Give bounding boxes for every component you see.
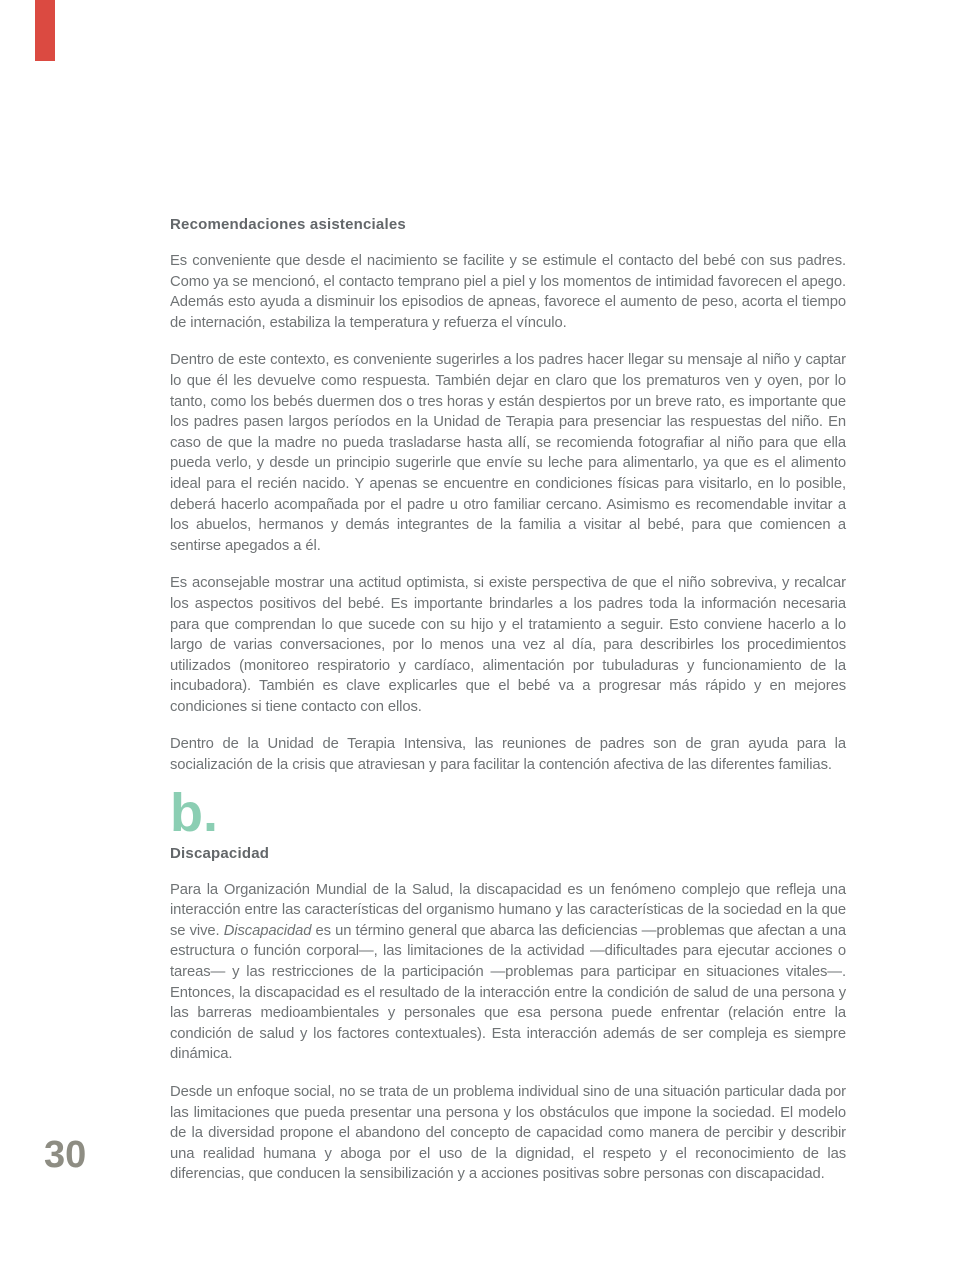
paragraph-discapacidad-2: Desde un enfoque social, no se trata de un problema individual sino de una situación particular dada por las limitaciones que pueda presentar una persona y los obstáculos que impone la sociedad. El modelo de la diversidad propone el abandono del concepto de capacidad como manera de percibir y describir una realidad humana y aboga por el uso de la dignidad, el respeto y el reconocimiento de las diferencias, que conducen la sensibilización y a acciones positivas sobre personas con discapacidad. — [170, 1084, 846, 1183]
paragraph-recomendaciones-3: Es aconsejable mostrar una actitud optimista, si existe perspectiva de que el niño sobreviva, y recalcar los aspectos positivos del bebé. Es importante brindarles a los padres toda la información necesaria para que comprendan lo que sucede con su hijo y el tratamiento a seguir. Esto conviene hacerlo a lo largo de varias conversaciones, por lo menos una vez al día, para describirles los procedimientos utilizados (monitoreo respiratorio y cardíaco, alimentación por tubuladuras y funcionamiento de la incubadora). También es clave explicarles que el bebé va a progresar más rápido y en mejores condiciones si tiene contacto con ellos. — [170, 575, 846, 715]
page-number: 30 — [44, 1134, 87, 1176]
paragraph-text-after-term: es un término general que abarca las deficiencias —problemas que afectan a una estructura o función corporal—, las limitaciones de la actividad —dificultades para ejecutar acciones o tareas— y las restricciones de la participación —problemas para participar en situaciones vitales—. Entonces, la discapacidad es el resultado de la interacción entre la condición de salud de una persona y las barreras medioambientales y personales que esa persona puede enfrentar (relación entre la condición de salud y los factores contextuales). Esta interacción además de ser compleja es siempre dinámica. — [170, 922, 846, 1063]
paragraph-recomendaciones-2: Dentro de este contexto, es conveniente sugerirles a los padres hacer llegar su mensaje al niño y captar lo que él les devuelve como respuesta. También dejar en claro que los prematuros ven y oyen, por lo tanto, como los bebés duermen dos o tres horas y están despiertos por un breve rato, es importante que los padres pasen largos períodos en la Unidad de Terapia para presenciar las respuestas del niño. En caso de que la madre no pueda trasladarse hasta allí, se recomienda fotografiar al niño para que ella pueda verlo, y desde un principio sugerirle que envíe su leche para alimentarlo, ya que es el alimento ideal para el recién nacido. Y apenas se encuentre en condiciones físicas para visitarlo, en lo posible, deberá hacerlo acompañada por el padre u otro familiar cercano. Asimismo es recomendable invitar a los abuelos, hermanos y demás integrantes de la familia a visitar al bebé, para que comiencen a sentirse apegados a él. — [170, 352, 846, 554]
page-content — [170, 216, 846, 1185]
paragraph-recomendaciones-4: Dentro de la Unidad de Terapia Intensiva, las reuniones de padres son de gran ayuda para la socialización de la crisis que atraviesan y para facilitar la contención afectiva de las diferentes familias. — [170, 736, 846, 774]
italic-term-discapacidad: Discapacidad — [223, 922, 312, 939]
paragraph-recomendaciones-1: Es conveniente que desde el nacimiento se facilite y se estimule el contacto del bebé con sus padres. Como ya se mencionó, el contacto temprano piel a piel y los momentos de intimidad favorecen el apego. Además esto ayuda a disminuir los episodios de apneas, favorece el aumento de peso, acorta el tiempo de internación, estabiliza la temperatura y refuerza el vínculo. — [170, 253, 846, 331]
corner-accent-bar — [35, 0, 55, 61]
section-letter-b: b. — [170, 782, 218, 843]
section-heading-discapacidad: Discapacidad — [170, 844, 270, 862]
section-heading-recomendaciones: Recomendaciones asistenciales — [170, 216, 406, 233]
paragraph-discapacidad-1 — [170, 880, 846, 1065]
paragraph-text-before-term: Para la Organización Mundial de la Salud, la discapacidad es un fenómeno complejo que refleja una interacción entre las características del organismo humano y las características de la sociedad en la que se vive. — [170, 881, 846, 939]
